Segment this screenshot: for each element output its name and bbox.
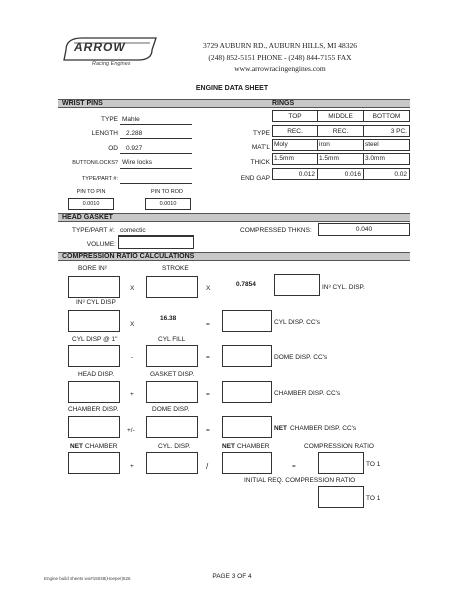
rings-thick-top-value: 1.5mm xyxy=(274,155,294,162)
rings-heading: RINGS xyxy=(272,100,295,107)
op-eq2: = xyxy=(206,354,210,361)
header-phone: (248) 852-5151 PHONE - (248) 844-7155 FAX xyxy=(208,53,352,62)
cyl-disp-at1-box[interactable] xyxy=(68,345,120,367)
rings-thick-label: THICK xyxy=(250,159,270,166)
gasket-disp-box[interactable] xyxy=(146,381,198,403)
wp-length-line xyxy=(120,138,192,139)
logo-text: ARROW xyxy=(74,40,126,54)
net-chamber-left-label: CHAMBER xyxy=(85,443,118,450)
cyl-disp2-box[interactable] xyxy=(146,452,198,474)
net-chamber-mid-box[interactable] xyxy=(222,452,272,474)
rings-mat-bottom-value: steel xyxy=(365,141,379,148)
wp-type-label: TYPE xyxy=(101,116,118,123)
wp-pin-to-rod-label: PIN TO ROD xyxy=(151,189,183,195)
op-plusminus: +/- xyxy=(127,427,135,434)
rings-gap-middle-value: 0.016 xyxy=(344,171,361,178)
hg-type-part-value: comectic xyxy=(120,227,146,234)
wrist-pins-bar xyxy=(58,99,410,108)
head-disp-box[interactable] xyxy=(68,381,120,403)
hg-type-part-label: TYPE/PART #: xyxy=(72,227,115,234)
in3-cyl-disp-left-label: IN³ CYL DISP xyxy=(76,299,116,306)
op-slash: / xyxy=(206,462,209,471)
rings-mat-middle-value: iron xyxy=(319,141,330,148)
header-website: www.arrowracingengines.com xyxy=(234,64,326,73)
chamber-disp-box[interactable] xyxy=(68,416,120,438)
rings-type-top-value: REC. xyxy=(287,128,303,135)
footer-page: PAGE 3 OF 4 xyxy=(212,573,252,580)
rings-thick-middle-value: 1.5mm xyxy=(319,155,339,162)
wp-pin-to-pin-value: 0.0010 xyxy=(82,201,100,207)
rings-type-bottom-value: 3 PC. xyxy=(390,128,407,135)
cyl-disp-at1-label: CYL DISP @ 1" xyxy=(72,336,118,343)
bore-box[interactable] xyxy=(68,276,120,298)
cyl-fill-label: CYL FILL xyxy=(158,336,186,343)
cyl-fill-box[interactable] xyxy=(146,345,198,367)
wp-type-part-line xyxy=(120,183,192,184)
op-x1: X xyxy=(130,285,135,292)
wp-button-line xyxy=(120,168,192,169)
net-chamber-mid-label: CHAMBER xyxy=(237,443,270,450)
op-eq3: = xyxy=(206,391,210,398)
in3-cyl-disp-label: IN³ CYL. DISP. xyxy=(322,284,365,291)
dome-disp-label: DOME DISP. CC's xyxy=(274,354,328,361)
hg-compressed-value: 0.040 xyxy=(355,226,373,233)
op-plus1: + xyxy=(130,391,134,398)
page-title: ENGINE DATA SHEET xyxy=(195,85,269,92)
wp-length-label: LENGTH xyxy=(91,130,118,137)
rings-type-middle-value: REC. xyxy=(332,128,349,135)
op-plus2: + xyxy=(130,463,134,470)
chamber-disp-cc-label: CHAMBER DISP. CC's xyxy=(274,390,341,397)
rings-gap-top-value: 0.012 xyxy=(298,171,315,178)
rings-gap-bottom-value: 0.02 xyxy=(394,171,407,178)
rings-gap-label: END GAP xyxy=(240,175,270,182)
net-label: NET xyxy=(274,425,287,432)
cyl-disp-cc-box[interactable] xyxy=(222,310,272,332)
footer-left: Engine build sheets wo#15048(Hoeper)626 xyxy=(44,576,131,581)
head-disp-label: HEAD DISP. xyxy=(78,371,115,378)
initial-req-box[interactable] xyxy=(318,486,364,508)
rings-thick-bottom-value: 3.0mm xyxy=(365,155,385,162)
compression-ratio-box[interactable] xyxy=(318,452,364,474)
hg-volume-box[interactable] xyxy=(118,236,194,249)
hg-compressed-label: COMPRESSED THKNS: xyxy=(240,227,312,234)
op-x3: X xyxy=(130,321,135,328)
initial-req-label: INITIAL REQ. COMPRESSION RATIO xyxy=(244,477,356,484)
rings-col-bottom: BOTTOM xyxy=(372,113,401,120)
gasket-disp-label: GASKET DISP. xyxy=(150,371,195,378)
stroke-label: STROKE xyxy=(162,265,189,272)
compression-heading: COMPRESSION RATIO CALCULATIONS xyxy=(62,253,195,260)
wp-od-line xyxy=(120,153,192,154)
wp-pin-to-rod-value: 0.0010 xyxy=(159,201,177,207)
chamber-disp-cc-box[interactable] xyxy=(222,381,272,403)
net-chamber-disp-box[interactable] xyxy=(222,416,272,438)
rings-col-top: TOP xyxy=(288,113,302,120)
rings-mat-top-value: Moly xyxy=(274,141,288,148)
net-chamber-left-box[interactable] xyxy=(68,452,120,474)
net-chamber-mid-net: NET xyxy=(222,443,235,450)
hg-volume-label: VOLUME: xyxy=(86,241,116,248)
dome-disp2-box[interactable] xyxy=(146,416,198,438)
wp-type-line xyxy=(120,124,192,125)
wrist-pins-heading: WRIST PINS xyxy=(62,100,103,107)
rings-col-middle: MIDDLE xyxy=(328,113,353,120)
op-eq1: = xyxy=(206,321,210,328)
to1-a: TO 1 xyxy=(366,461,381,468)
wp-od-value: 0.927 xyxy=(126,145,143,152)
in3-cyl-disp-left-box[interactable] xyxy=(68,310,120,332)
bore-label: BORE IN² xyxy=(78,265,107,272)
wp-type-value: Mahle xyxy=(122,116,140,123)
wp-length-value: 2.288 xyxy=(126,130,143,137)
in3-cyl-disp-box[interactable] xyxy=(274,274,320,296)
const-1638: 16.38 xyxy=(160,315,177,322)
wp-button-label: BUTTON/LOCKS? xyxy=(72,160,118,166)
cyl-disp-cc-label: CYL DISP. CC's xyxy=(274,319,321,326)
logo-script: Racing Engines xyxy=(92,61,131,67)
const-7854: 0.7854 xyxy=(236,281,256,288)
net-chamber-disp-label: CHAMBER DISP. CC's xyxy=(290,425,357,432)
net-chamber-left-net: NET xyxy=(70,443,83,450)
to1-b: TO 1 xyxy=(366,495,381,502)
head-gasket-heading: HEAD GASKET xyxy=(62,214,113,221)
dome-disp-box[interactable] xyxy=(222,345,272,367)
wp-type-part-label: TYPE/PART #: xyxy=(81,176,118,182)
rings-type-label: TYPE xyxy=(253,130,270,137)
chamber-disp-label: CHAMBER DISP. xyxy=(68,406,119,413)
wp-od-label: OD xyxy=(108,145,118,152)
wp-pin-to-pin-label: PIN TO PIN xyxy=(76,189,106,195)
op-eq5: = xyxy=(292,463,296,470)
op-eq4: = xyxy=(206,427,210,434)
cyl-disp2-label: CYL. DISP. xyxy=(158,443,191,450)
wp-button-value: Wire locks xyxy=(122,159,152,166)
rings-mat-label: MAT'L xyxy=(251,144,270,151)
stroke-box[interactable] xyxy=(146,276,198,298)
header-address: 3729 AUBURN RD., AUBURN HILLS, MI 48326 xyxy=(203,41,357,50)
op-minus: - xyxy=(131,354,134,361)
op-x2: X xyxy=(206,285,211,292)
dome-disp2-label: DOME DISP. xyxy=(152,406,190,413)
compression-ratio-label: COMPRESSION RATIO xyxy=(304,443,374,450)
